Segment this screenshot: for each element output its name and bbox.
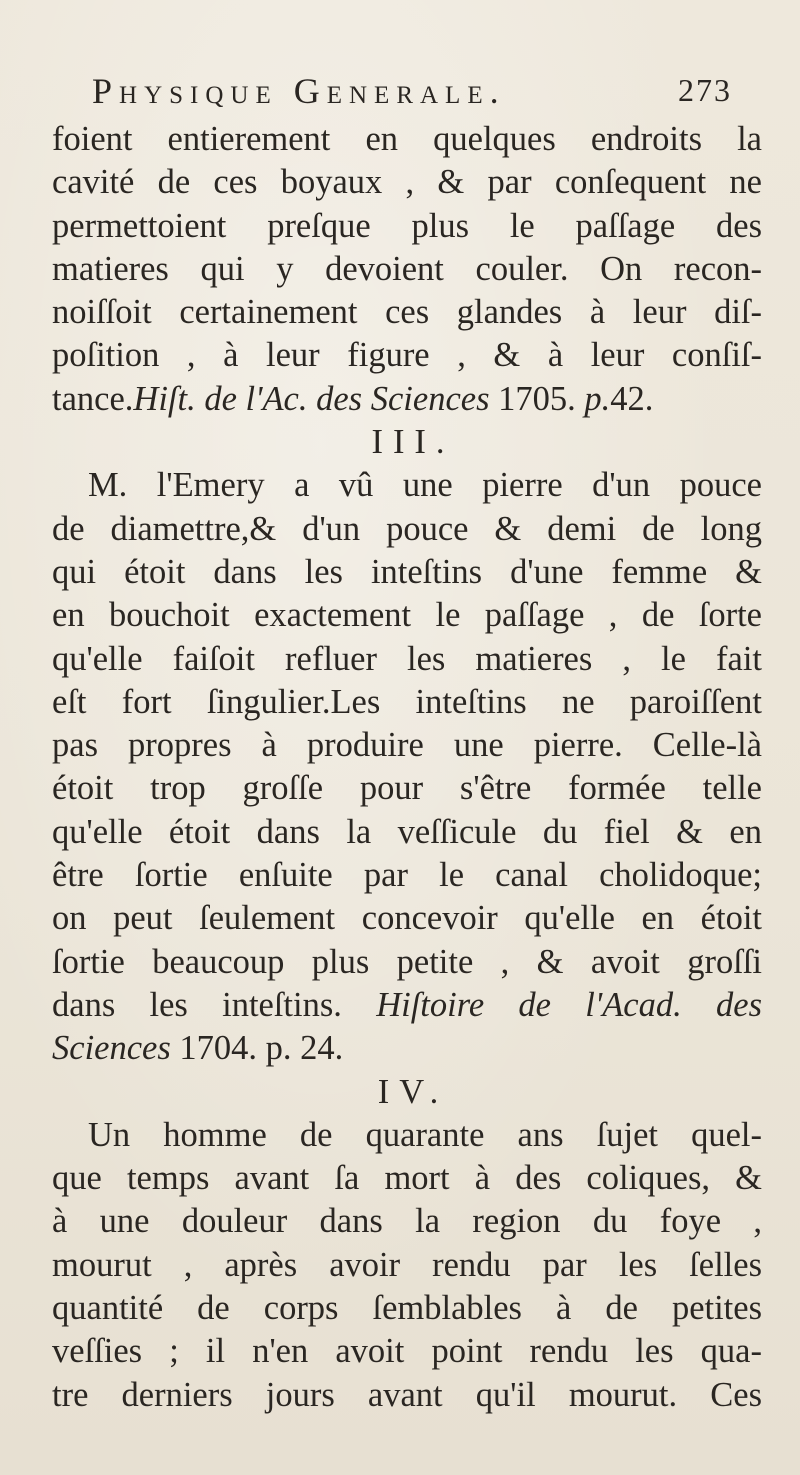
page-header (92, 70, 732, 114)
citation-line (52, 1027, 762, 1070)
text-line: on peut ſeulement concevoir qu'elle en étoit (52, 899, 762, 938)
text-line: étoit trop groſſe pour s'être formée telle (52, 769, 762, 808)
text-line: foient entierement en quelques endroits la (52, 120, 762, 158)
text-line: à une douleur dans la region du foye , (52, 1202, 762, 1241)
citation-year-page: 1704. p. 24. (179, 1029, 344, 1068)
citation-line (52, 984, 762, 1027)
text-line: eſt fort ſingulier.Les inteſtins ne paroiſſent (52, 682, 762, 721)
citation-title: Hiſt. de l'Ac. des Sciences (133, 379, 490, 418)
section-heading-4: IV. (377, 1072, 449, 1111)
text-line: veſſies ; il n'en avoit point rendu les qua- (52, 1332, 762, 1371)
citation-page-label: p. (584, 379, 611, 418)
running-head: Physique Generale. (92, 71, 506, 111)
citation-lead: dans les inteſtins. (52, 985, 342, 1024)
text-line: pas propres à produire une pierre. Celle-là (52, 726, 762, 765)
citation-title: Hiſtoire de l'Acad. des (376, 985, 762, 1024)
citation-line (52, 378, 762, 421)
citation-page-number: 42. (610, 379, 654, 418)
text-line: Un homme de quarante ans ſujet quel- (88, 1115, 762, 1154)
text-line: tre derniers jours avant qu'il mourut. Ces (52, 1375, 762, 1414)
text-line: qui étoit dans les inteſtins d'une femme & (52, 552, 762, 591)
text-line: permettoient preſque plus le paſſage des (52, 206, 762, 245)
page-number: 273 (678, 72, 732, 108)
body-text (52, 118, 762, 1417)
text-line: de diamettre,& d'un pouce & demi de long (52, 509, 762, 548)
text-line: en bouchoit exactement le paſſage , de ſorte (52, 596, 762, 635)
section-heading-3: III. (371, 423, 455, 462)
text-line: cavité de ces boyaux , & par conſequent ne (52, 163, 762, 202)
text-line: quantité de corps ſemblables à de petites (52, 1289, 762, 1328)
citation-lead: tance. (52, 379, 134, 418)
text-line: que temps avant ſa mort à des coliques, & (52, 1159, 762, 1198)
citation-title-end: Sciences (52, 1029, 171, 1068)
text-line: qu'elle étoit dans la veſſicule du fiel & en (52, 812, 762, 851)
text-line: M. l'Emery a vû une pierre d'un pouce (88, 466, 762, 505)
text-line: matieres qui y devoient couler. On recon- (52, 249, 762, 288)
citation-year: 1705. (498, 379, 576, 418)
text-line: poſition , à leur figure , & à leur conſiſ- (52, 336, 762, 375)
text-line: noiſſoit certainement ces glandes à leur diſ- (52, 293, 762, 332)
text-line: être ſortie enſuite par le canal cholidoque; (52, 856, 762, 895)
text-line: mourut , après avoir rendu par les ſelles (52, 1245, 762, 1284)
text-line: ſortie beaucoup plus petite , & avoit groſſi (52, 942, 762, 981)
text-line: qu'elle faiſoit refluer les matieres , le fait (52, 639, 762, 678)
